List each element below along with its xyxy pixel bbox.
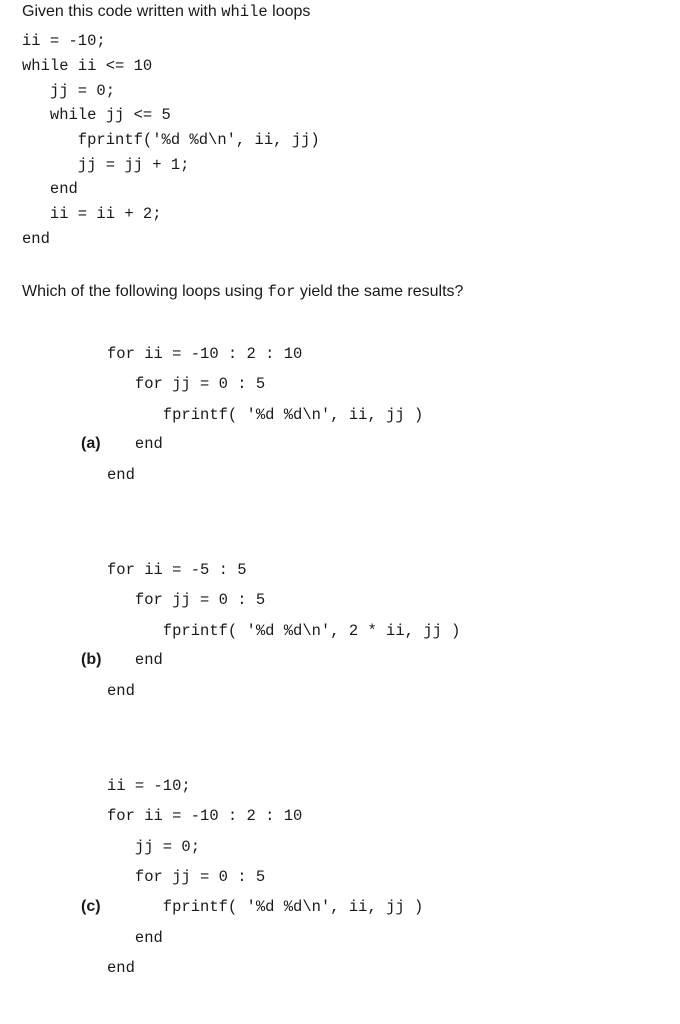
option-b-code-line: for ii = -5 : 5 bbox=[107, 561, 247, 579]
option-b-code-line: end bbox=[107, 682, 135, 700]
intro-keyword: while bbox=[221, 3, 268, 21]
main-code-line: end bbox=[22, 180, 78, 198]
option-a-code-line: for jj = 0 : 5 bbox=[107, 375, 266, 393]
option-c-code-line: end bbox=[107, 929, 163, 947]
main-code-line: end bbox=[22, 230, 50, 248]
question-text bbox=[22, 282, 463, 302]
main-code-line: ii = -10; bbox=[22, 32, 106, 50]
option-c-code-line: end bbox=[107, 959, 135, 977]
intro-after: loops bbox=[267, 3, 311, 20]
option-c-label: (c) bbox=[81, 898, 101, 915]
option-c-code-line: fprintf( '%d %d\n', ii, jj ) bbox=[107, 898, 424, 916]
main-code-line: jj = jj + 1; bbox=[22, 156, 190, 174]
main-code-line: while jj <= 5 bbox=[22, 106, 171, 124]
option-a-code-line: end bbox=[107, 435, 163, 453]
option-b-code-line: end bbox=[107, 651, 163, 669]
option-c-code-line: jj = 0; bbox=[107, 838, 201, 856]
question-before: Which of the following loops using bbox=[22, 283, 268, 300]
question-keyword: for bbox=[267, 283, 296, 301]
main-code-line: jj = 0; bbox=[22, 82, 116, 100]
option-c-code-line: for jj = 0 : 5 bbox=[107, 868, 266, 886]
option-a-label: (a) bbox=[81, 435, 101, 452]
option-a-code-line: fprintf( '%d %d\n', ii, jj ) bbox=[107, 406, 424, 424]
question-after: yield the same results? bbox=[295, 283, 464, 300]
option-b-code-line: for jj = 0 : 5 bbox=[107, 591, 266, 609]
main-code-line: fprintf('%d %d\n', ii, jj) bbox=[22, 131, 320, 149]
intro-before: Given this code written with bbox=[22, 3, 222, 20]
option-b-code-line: fprintf( '%d %d\n', 2 * ii, jj ) bbox=[107, 622, 461, 640]
main-code-line: ii = ii + 2; bbox=[22, 205, 162, 223]
option-a-code-line: for ii = -10 : 2 : 10 bbox=[107, 345, 303, 363]
option-b-label: (b) bbox=[81, 651, 102, 668]
option-a-code-line: end bbox=[107, 466, 135, 484]
intro-text bbox=[22, 2, 310, 22]
main-code-line: while ii <= 10 bbox=[22, 57, 153, 75]
option-c-code-line: for ii = -10 : 2 : 10 bbox=[107, 807, 303, 825]
option-c-code-line: ii = -10; bbox=[107, 777, 191, 795]
